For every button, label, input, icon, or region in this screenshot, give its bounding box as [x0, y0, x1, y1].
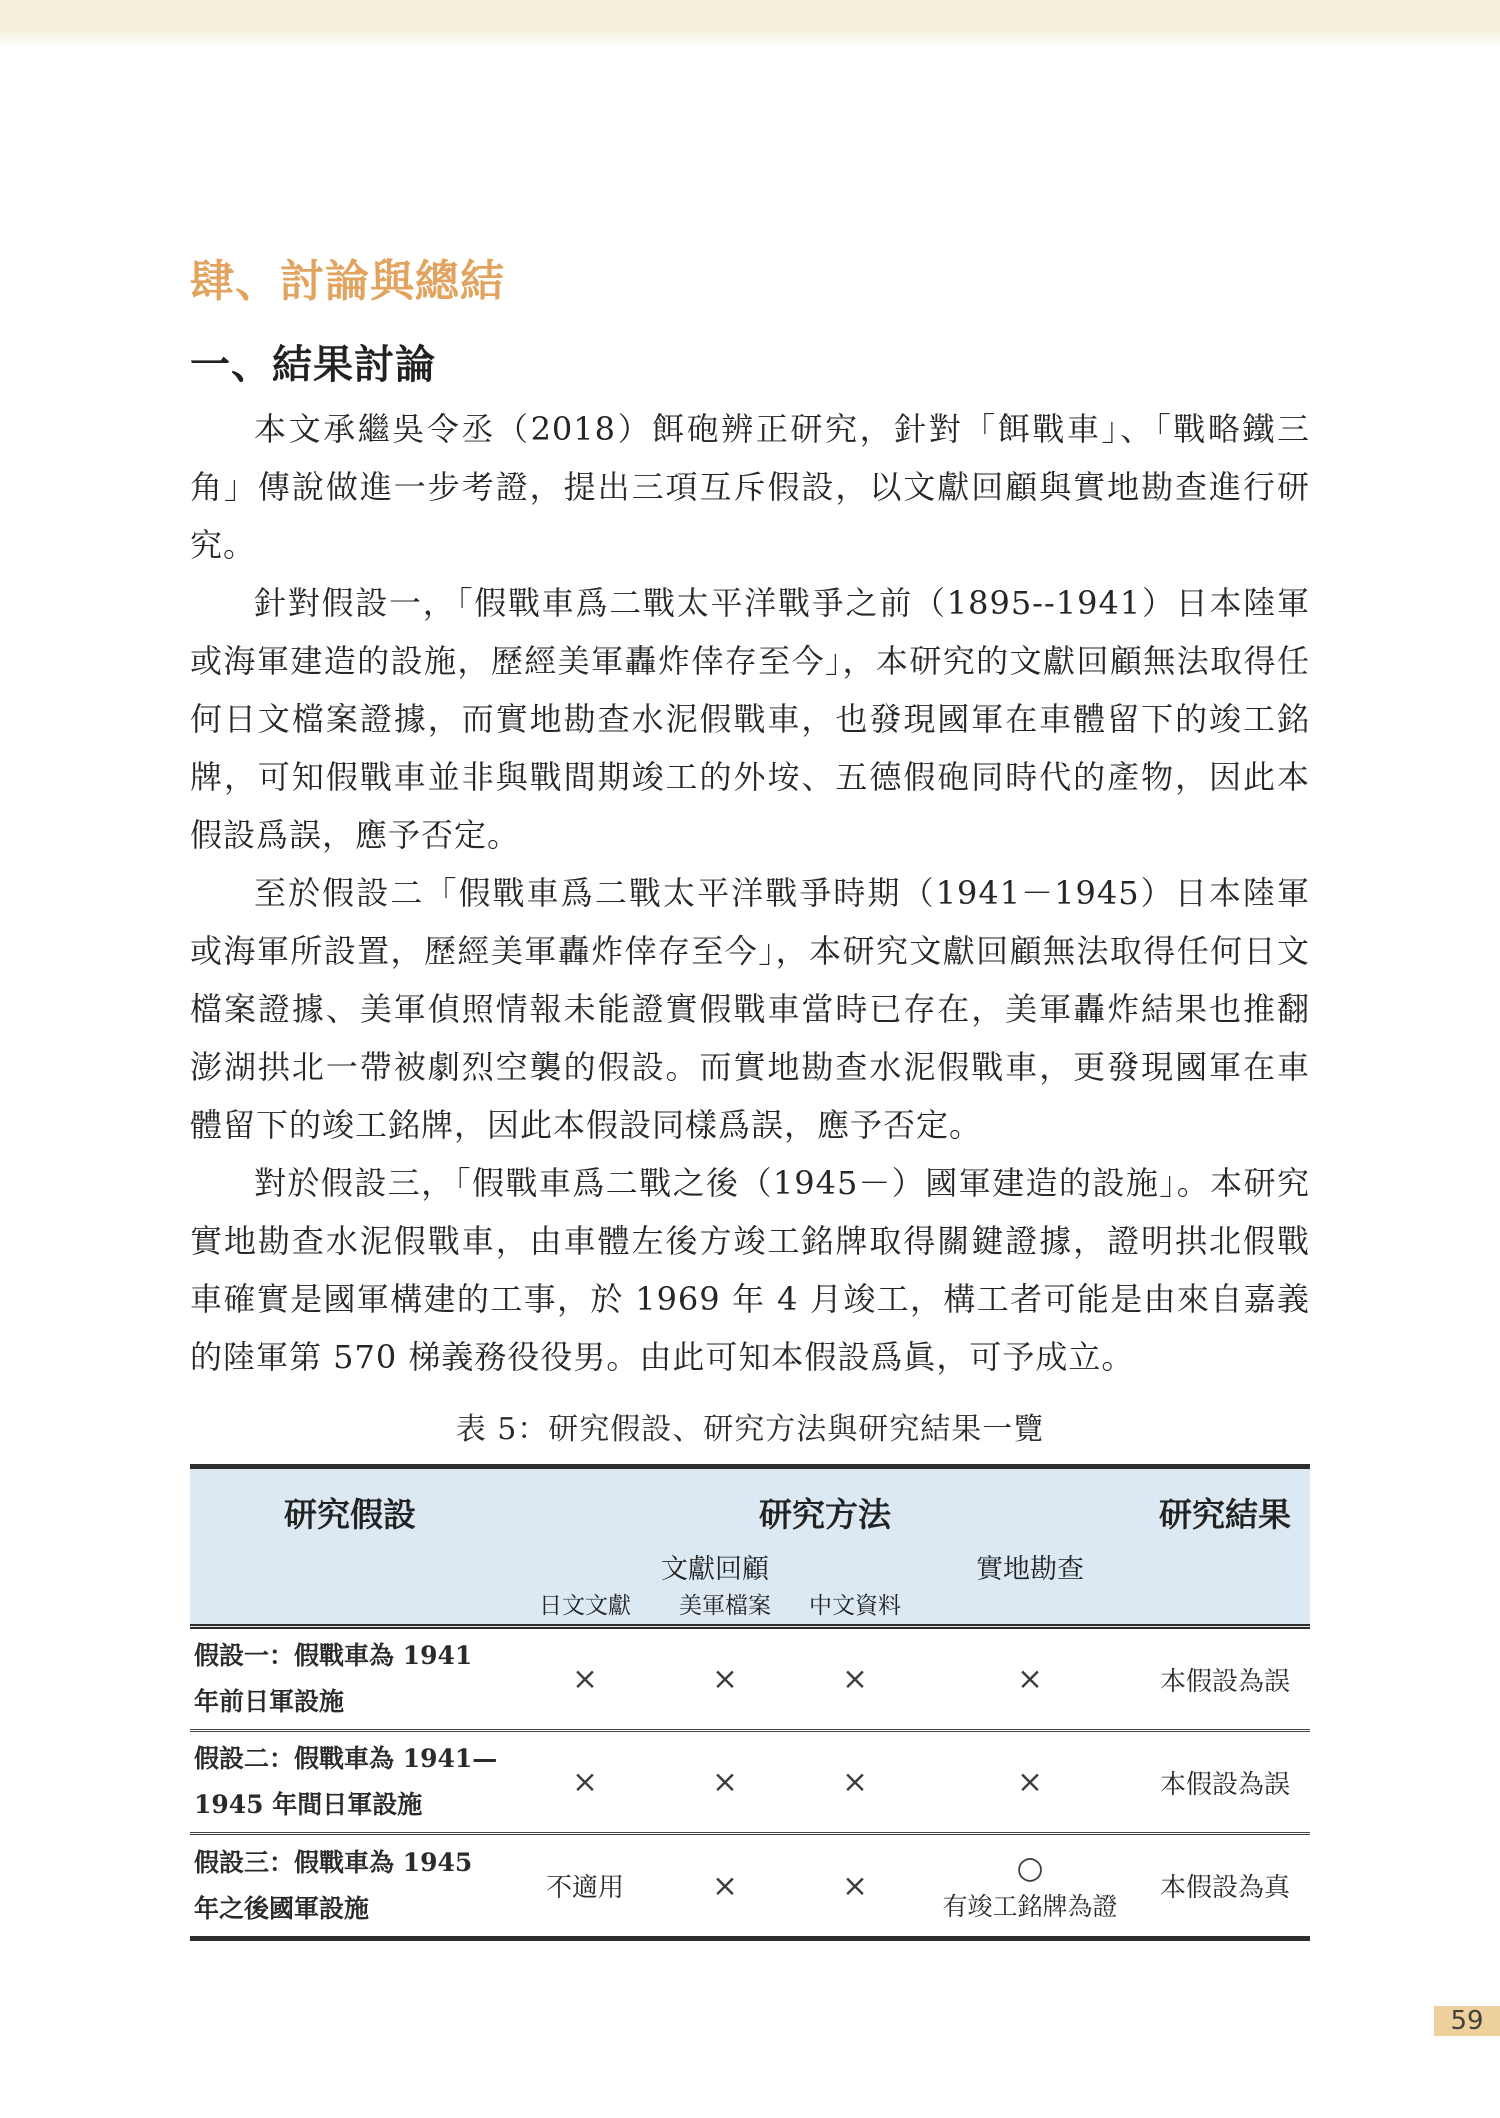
table-row-hypothesis-3	[190, 1834, 1310, 1939]
cross-mark: ×	[712, 1661, 738, 1697]
results-table	[190, 1464, 1310, 1941]
paragraph-hypothesis-3: 對於假設三，「假戰車爲二戰之後（1945－）國軍建造的設施」。本研究實地勘查水泥假戰車，由車體左後方竣工銘牌取得關鍵證據，證明拱北假戰車確實是國軍構建的工事，於 1969 年 4 月竣工，構工者可能是由來自嘉義的陸軍第 570 梯義務役役男。由此可知本假設爲眞，可予成立。	[190, 1164, 1310, 1376]
cross-mark: ×	[1017, 1764, 1043, 1800]
circle-mark: ○	[1016, 1849, 1044, 1886]
header-cell-empty	[1140, 1547, 1310, 1586]
page-number-badge	[1434, 2006, 1500, 2036]
table-row-hypothesis-1	[190, 1627, 1310, 1731]
body-text	[190, 400, 1310, 1386]
cell-us-archives	[660, 1731, 790, 1834]
cell-hypothesis: 假設一：假戰車為 1941 年前日軍設施	[190, 1627, 510, 1731]
cross-mark: ×	[712, 1764, 738, 1800]
cell-chinese-sources	[790, 1834, 920, 1939]
header-cell-field-survey: 實地勘查	[976, 1554, 1084, 1585]
header-cell-empty	[1140, 1586, 1310, 1627]
cell-chinese-sources	[790, 1731, 920, 1834]
cell-result: 本假設為誤	[1140, 1731, 1310, 1834]
cross-mark: ×	[1017, 1661, 1043, 1697]
page-number: 59	[1450, 2006, 1484, 2036]
cell-field-survey	[920, 1731, 1140, 1834]
header-cell-japanese-docs: 日文文獻	[510, 1586, 660, 1627]
cell-us-archives	[660, 1627, 790, 1731]
cell-chinese-sources	[790, 1627, 920, 1731]
cross-mark: ×	[842, 1764, 868, 1800]
section-heading: 一、結果討論	[190, 342, 436, 388]
table-row-hypothesis-2	[190, 1731, 1310, 1834]
header-row-top	[190, 1467, 1310, 1548]
cross-mark: ×	[572, 1764, 598, 1800]
cell-result: 本假設為誤	[1140, 1627, 1310, 1731]
header-cell-method: 研究方法	[759, 1494, 891, 1534]
cell-field-survey	[920, 1834, 1140, 1939]
cell-japanese-docs	[510, 1731, 660, 1834]
header-cell-empty	[190, 1547, 510, 1586]
paragraph-hypothesis-1: 針對假設一，「假戰車爲二戰太平洋戰爭之前（1895--1941）日本陸軍或海軍建造的設施，歷經美軍轟炸倖存至今」，本研究的文獻回顧無法取得任何日文檔案證據，而實地勘查水泥假戰車，也發現國軍在車體留下的竣工銘牌，可知假戰車並非與戰間期竣工的外垵、五德假砲同時代的產物，因此本假設爲誤，應予否定。	[190, 584, 1310, 854]
header-cell-empty	[190, 1586, 510, 1627]
header-cell-hypothesis: 研究假設	[284, 1494, 416, 1534]
cell-field-survey	[920, 1627, 1140, 1731]
paragraph-intro: 本文承繼吳令丞（2018）餌砲辨正研究，針對「餌戰車」、「戰略鐵三角」傳說做進一步考證，提出三項互斥假設，以文獻回顧與實地勘查進行研究。	[190, 410, 1310, 564]
cell-us-archives	[660, 1834, 790, 1939]
cell-japanese-docs	[510, 1627, 660, 1731]
header-row-mid	[190, 1547, 1310, 1586]
cross-mark: ×	[842, 1867, 868, 1904]
cross-mark: ×	[572, 1661, 598, 1697]
cell-hypothesis: 假設三：假戰車為 1945 年之後國軍設施	[194, 1847, 473, 1923]
table-caption: 表 5：研究假設、研究方法與研究結果一覽	[455, 1412, 1045, 1447]
cell-hypothesis: 假設二：假戰車為 1941—1945 年間日軍設施	[190, 1731, 510, 1834]
header-cell-chinese-sources: 中文資料	[790, 1586, 920, 1627]
paragraph-hypothesis-2: 至於假設二「假戰車爲二戰太平洋戰爭時期（1941－1945）日本陸軍或海軍所設置，歷經美軍轟炸倖存至今」，本研究文獻回顧無法取得任何日文檔案證據、美軍偵照情報未能證實假戰車當時已存在，美軍轟炸結果也推翻澎湖拱北一帶被劇烈空襲的假設。而實地勘查水泥假戰車，更發現國軍在車體留下的竣工銘牌，因此本假設同樣爲誤，應予否定。	[190, 874, 1310, 1144]
field-survey-note: 有竣工銘牌為證	[942, 1892, 1118, 1922]
cross-mark: ×	[842, 1661, 868, 1697]
cross-mark: ×	[712, 1867, 738, 1904]
header-cell-us-archives: 美軍檔案	[660, 1586, 790, 1627]
header-cell-empty	[920, 1586, 1140, 1627]
table-header	[190, 1467, 1310, 1627]
chapter-title: 肆、討論與總結	[190, 256, 505, 307]
field-survey-proof	[920, 1849, 1140, 1923]
header-cell-literature-review: 文獻回顧	[661, 1554, 769, 1585]
header-row-sub	[190, 1586, 1310, 1627]
cell-result: 本假設為真	[1159, 1873, 1290, 1903]
cell-japanese-docs	[510, 1834, 660, 1939]
page-content	[190, 0, 1310, 1941]
not-applicable-label: 不適用	[545, 1873, 624, 1903]
header-cell-result: 研究結果	[1159, 1494, 1291, 1534]
